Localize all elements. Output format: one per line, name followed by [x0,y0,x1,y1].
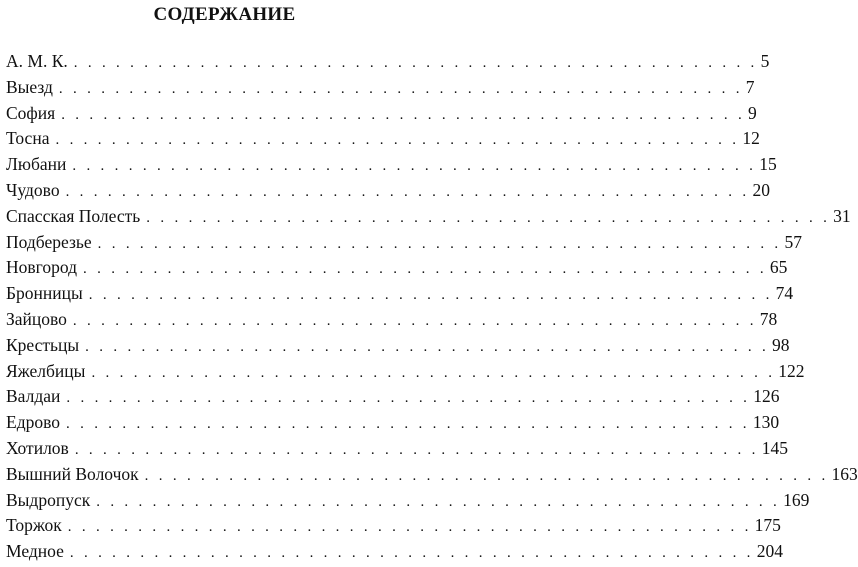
toc-entry-page-number: 65 [769,257,788,278]
toc-entry-page-number: 31 [833,205,851,226]
dot-leader: . . . . . . . . . . . . . . . . . . . . . . . . . . . . . . . . . . . . . . . . . . . . . . . . . [85,338,770,355]
toc-entry-page-number: 169 [783,489,810,510]
toc-entry [6,255,788,281]
toc-entry-label: Валдаи [6,386,61,407]
dot-leader: . . . . . . . . . . . . . . . . . . . . . . . . . . . . . . . . . . . . . . . . . . . . . . . . . [66,416,750,433]
toc-entry-label: Зайцово [6,308,67,329]
dot-leader: . . . . . . . . . . . . . . . . . . . . . . . . . . . . . . . . . . . . . . . . . . . . . . . . . [61,106,746,123]
dot-leader: . . . . . . . . . . . . . . . . . . . . . . . . . . . . . . . . . . . . . . . . . . . . . . . . . [88,287,773,304]
toc-entry [6,384,780,410]
toc-entry-page-number: 5 [760,51,770,71]
toc-entry-label: Спасская Полесть [6,205,141,226]
toc-entry-page-number: 175 [754,515,781,536]
toc-entry-label: Торжок [6,515,62,536]
toc-entry [6,281,794,307]
toc-entry-label: Любани [6,154,67,175]
toc-entry-label: Медное [6,541,64,562]
toc-entry-page-number: 163 [831,463,858,484]
toc-entry [6,359,805,385]
toc-entry-label: А. М. К. [6,51,68,71]
toc-entry-page-number: 15 [759,154,777,175]
toc-entry-page-number: 7 [745,76,755,97]
toc-entry [6,49,770,75]
page-title: СОДЕРЖАНИЕ [153,4,296,25]
dot-leader: . . . . . . . . . . . . . . . . . . . . . . . . . . . . . . . . . . . . . . . . . . . . . . . . . [91,364,776,381]
toc-entry-page-number: 9 [748,102,757,123]
toc-entry-page-number: 78 [759,308,778,329]
toc-entry-page-number: 126 [753,386,780,407]
toc-entry-label: Яжелбицы [6,360,86,381]
toc-entry-page-number: 122 [778,360,805,381]
toc-entry [6,462,858,488]
toc-entry [6,75,755,101]
dot-leader: . . . . . . . . . . . . . . . . . . . . . . . . . . . . . . . . . . . . . . . . . . . . . . . . . [96,493,781,510]
toc-entry [6,178,770,204]
toc-entry-label: Тосна [6,128,50,149]
toc-entry-label: Крестьцы [6,334,80,355]
toc-entry-page-number: 130 [752,412,780,433]
toc-entry-page-number: 74 [775,283,794,304]
dot-leader: . . . . . . . . . . . . . . . . . . . . . . . . . . . . . . . . . . . . . . . . . . . . . . . . . [72,312,757,329]
toc-entry [6,126,760,152]
toc-entry [6,307,778,333]
toc-entry [6,410,780,436]
dot-leader: . . . . . . . . . . . . . . . . . . . . . . . . . . . . . . . . . . . . . . . . . . . . . . . . . [73,55,758,71]
toc-entry-label: Хотилов [6,437,69,458]
dot-leader: . . . . . . . . . . . . . . . . . . . . . . . . . . . . . . . . . . . . . . . . . . . . . . . . . [58,80,743,97]
dot-leader: . . . . . . . . . . . . . . . . . . . . . . . . . . . . . . . . . . . . . . . . . . . . . . . . . [144,467,829,484]
dot-leader: . . . . . . . . . . . . . . . . . . . . . . . . . . . . . . . . . . . . . . . . . . . . . . . . . [69,545,754,562]
toc-entry-page-number: 12 [742,128,760,149]
toc-entry-label: Едрово [6,412,60,433]
toc-entry [6,539,783,565]
toc-entry [6,333,790,359]
dot-leader: . . . . . . . . . . . . . . . . . . . . . . . . . . . . . . . . . . . . . . . . . . . . . . . . . [65,183,750,200]
toc-entry-page-number: 98 [772,334,790,355]
toc-entry-label: Вышний Волочок [6,463,139,484]
toc-list [6,49,858,565]
toc-entry-label: Подберезье [6,231,92,252]
toc-entry-label: Чудово [6,179,60,200]
toc-entry [6,152,777,178]
toc-entry [6,101,757,127]
toc-entry-label: Бронницы [6,283,83,304]
toc-entry-label: Выдропуск [6,489,91,510]
toc-entry [6,488,810,514]
toc-entry-page-number: 20 [752,179,770,200]
dot-leader: . . . . . . . . . . . . . . . . . . . . . . . . . . . . . . . . . . . . . . . . . . . . . . . . . [97,235,782,252]
dot-leader: . . . . . . . . . . . . . . . . . . . . . . . . . . . . . . . . . . . . . . . . . . . . . . . . . [146,209,831,226]
toc-entry [6,436,788,462]
toc-entry-page-number: 145 [761,437,788,458]
toc-entry-page-number: 57 [784,231,802,252]
toc-entry [6,513,781,539]
toc-entry-label: Новгород [6,257,78,278]
toc-entry-label: Выезд [6,76,53,97]
toc-entry-page-number: 204 [756,541,783,562]
dot-leader: . . . . . . . . . . . . . . . . . . . . . . . . . . . . . . . . . . . . . . . . . . . . . . . . . [55,132,740,149]
toc-entry [6,204,851,230]
toc-entry [6,230,802,256]
dot-leader: . . . . . . . . . . . . . . . . . . . . . . . . . . . . . . . . . . . . . . . . . . . . . . . . . [66,390,751,407]
dot-leader: . . . . . . . . . . . . . . . . . . . . . . . . . . . . . . . . . . . . . . . . . . . . . . . . . [83,261,767,278]
dot-leader: . . . . . . . . . . . . . . . . . . . . . . . . . . . . . . . . . . . . . . . . . . . . . . . . . [74,441,759,458]
dot-leader: . . . . . . . . . . . . . . . . . . . . . . . . . . . . . . . . . . . . . . . . . . . . . . . . . [67,519,752,536]
toc-entry-label: София [6,102,56,123]
dot-leader: . . . . . . . . . . . . . . . . . . . . . . . . . . . . . . . . . . . . . . . . . . . . . . . . . [72,158,757,175]
